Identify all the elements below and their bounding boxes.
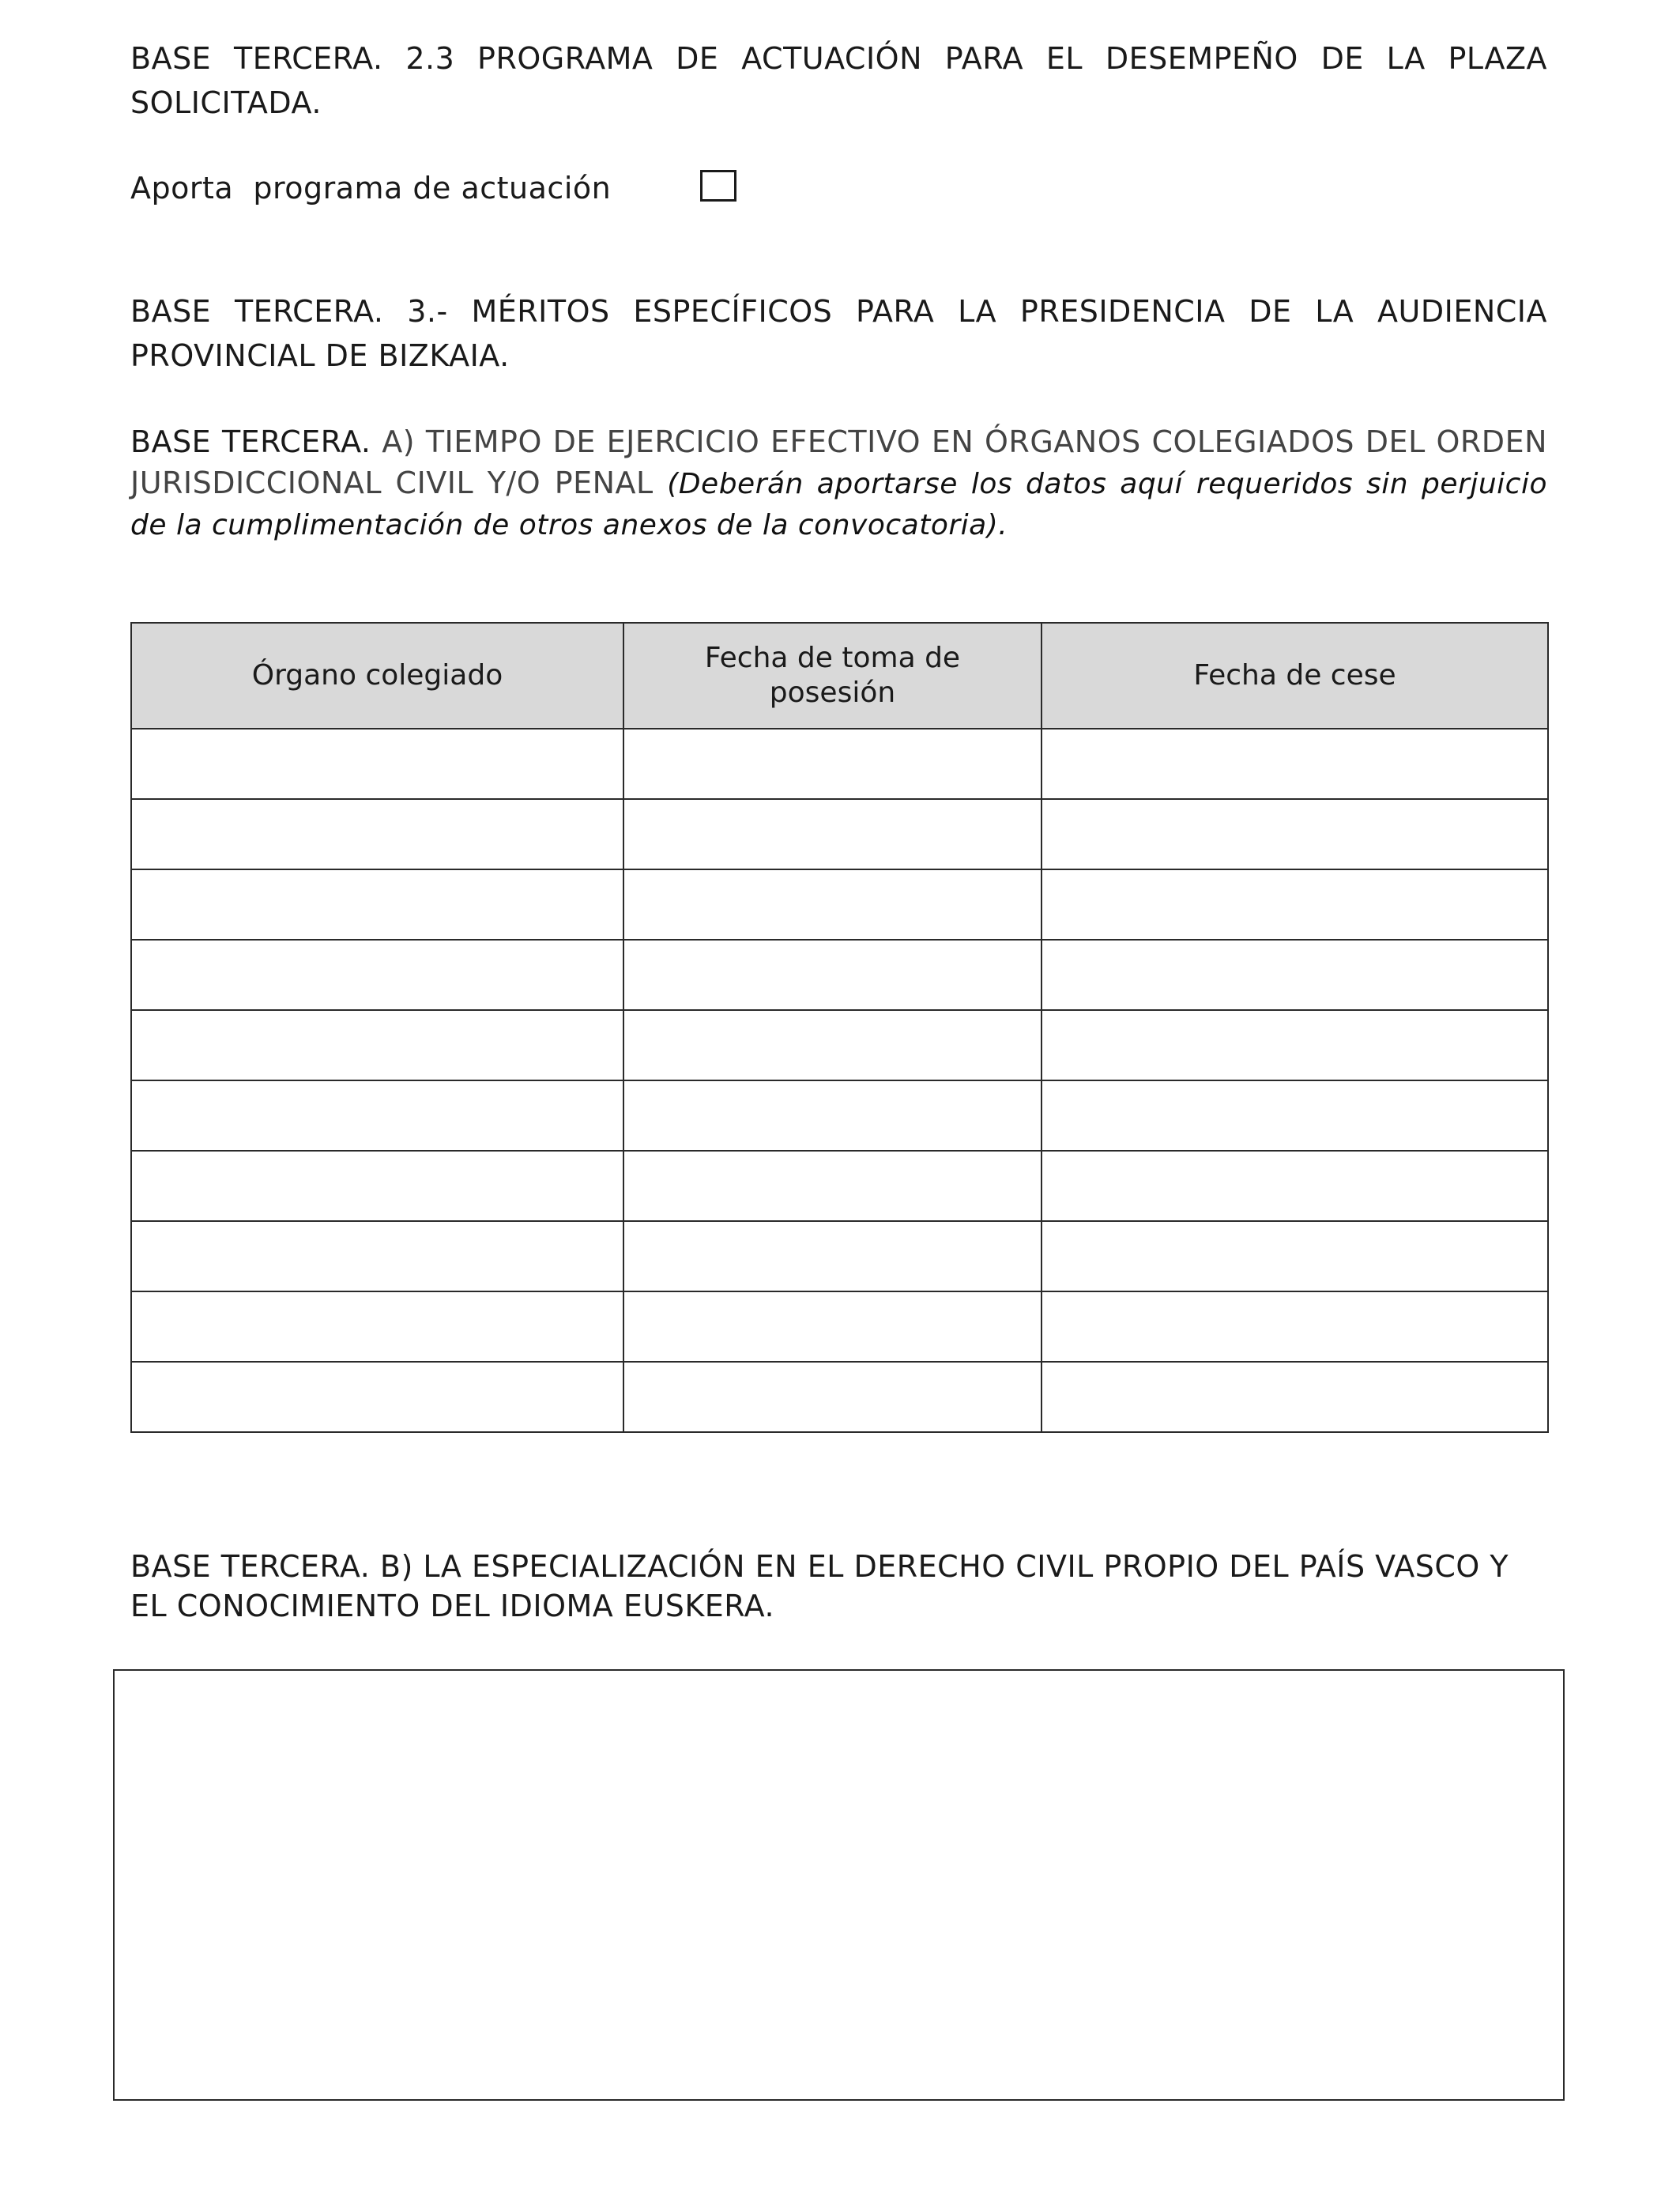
organo-cell[interactable]	[131, 1221, 623, 1291]
section-a-heading: A) TIEMPO DE EJERCICIO EFECTIVO EN ÓRGANOS COLEGIADOS DEL ORDEN JURISDICCIONAL CIVIL Y/O PENAL	[130, 424, 1547, 500]
fecha-cese-cell[interactable]	[1042, 1362, 1548, 1432]
fecha-cese-cell[interactable]	[1042, 1291, 1548, 1362]
table-row	[131, 1151, 1548, 1221]
organos-colegiados-table	[130, 622, 1549, 1433]
fecha-toma-posesion-cell[interactable]	[623, 1080, 1042, 1151]
fecha-toma-posesion-cell[interactable]	[623, 729, 1042, 799]
fecha-toma-posesion-cell[interactable]	[623, 1221, 1042, 1291]
section-a-title	[130, 421, 1547, 545]
organo-cell[interactable]	[131, 940, 623, 1010]
organo-cell[interactable]	[131, 1291, 623, 1362]
aporta-programa-checkbox[interactable]	[700, 170, 736, 202]
aporta-programa-row	[130, 166, 1547, 210]
section-2-3-title: BASE TERCERA. 2.3 PROGRAMA DE ACTUACIÓN PARA EL DESEMPEÑO DE LA PLAZA SOLICITADA.	[130, 41, 1547, 120]
table-row	[131, 1291, 1548, 1362]
table-row	[131, 1221, 1548, 1291]
header-fecha-toma-posesion: Fecha de toma de posesión	[623, 623, 1042, 729]
table-row	[131, 1010, 1548, 1080]
table-row	[131, 869, 1548, 940]
organo-cell[interactable]	[131, 1362, 623, 1432]
organo-cell[interactable]	[131, 729, 623, 799]
fecha-cese-cell[interactable]	[1042, 729, 1548, 799]
fecha-toma-posesion-cell[interactable]	[623, 1291, 1042, 1362]
table-row	[131, 799, 1548, 869]
table-row	[131, 1080, 1548, 1151]
header-organo-colegiado: Órgano colegiado	[131, 623, 623, 729]
organo-cell[interactable]	[131, 1010, 623, 1080]
fecha-cese-cell[interactable]	[1042, 869, 1548, 940]
organo-cell[interactable]	[131, 1151, 623, 1221]
especializacion-text-box[interactable]	[113, 1669, 1565, 2101]
organo-cell[interactable]	[131, 1080, 623, 1151]
fecha-toma-posesion-cell[interactable]	[623, 1151, 1042, 1221]
table-row	[131, 940, 1548, 1010]
aporta-programa-label: Aporta programa de actuación	[130, 171, 612, 205]
table-row	[131, 729, 1548, 799]
fecha-toma-posesion-cell[interactable]	[623, 1362, 1042, 1432]
table-body	[131, 729, 1548, 1432]
section-a-lead: BASE TERCERA.	[130, 424, 371, 459]
fecha-toma-posesion-cell[interactable]	[623, 869, 1042, 940]
fecha-toma-posesion-cell[interactable]	[623, 1010, 1042, 1080]
fecha-cese-cell[interactable]	[1042, 940, 1548, 1010]
fecha-cese-cell[interactable]	[1042, 799, 1548, 869]
fecha-cese-cell[interactable]	[1042, 1010, 1548, 1080]
table-header-row	[131, 623, 1548, 729]
organo-cell[interactable]	[131, 869, 623, 940]
fecha-cese-cell[interactable]	[1042, 1151, 1548, 1221]
organo-cell[interactable]	[131, 799, 623, 869]
section-3-title: BASE TERCERA. 3.- MÉRITOS ESPECÍFICOS PARA LA PRESIDENCIA DE LA AUDIENCIA PROVINCIAL DE BIZKAIA.	[130, 294, 1547, 373]
table-row	[131, 1362, 1548, 1432]
fecha-toma-posesion-cell[interactable]	[623, 799, 1042, 869]
fecha-cese-cell[interactable]	[1042, 1080, 1548, 1151]
section-a-note: (Deberán aportarse los datos aquí requeridos sin perjuicio de la cumplimentación de otros anexos de la convocatoria).	[130, 468, 1547, 541]
fecha-cese-cell[interactable]	[1042, 1221, 1548, 1291]
section-b-title: BASE TERCERA. B) LA ESPECIALIZACIÓN EN EL DERECHO CIVIL PROPIO DEL PAÍS VASCO Y EL CONOCIMIENTO DEL IDIOMA EUSKERA.	[130, 1549, 1509, 1623]
fecha-toma-posesion-cell[interactable]	[623, 940, 1042, 1010]
header-fecha-cese: Fecha de cese	[1042, 623, 1548, 729]
